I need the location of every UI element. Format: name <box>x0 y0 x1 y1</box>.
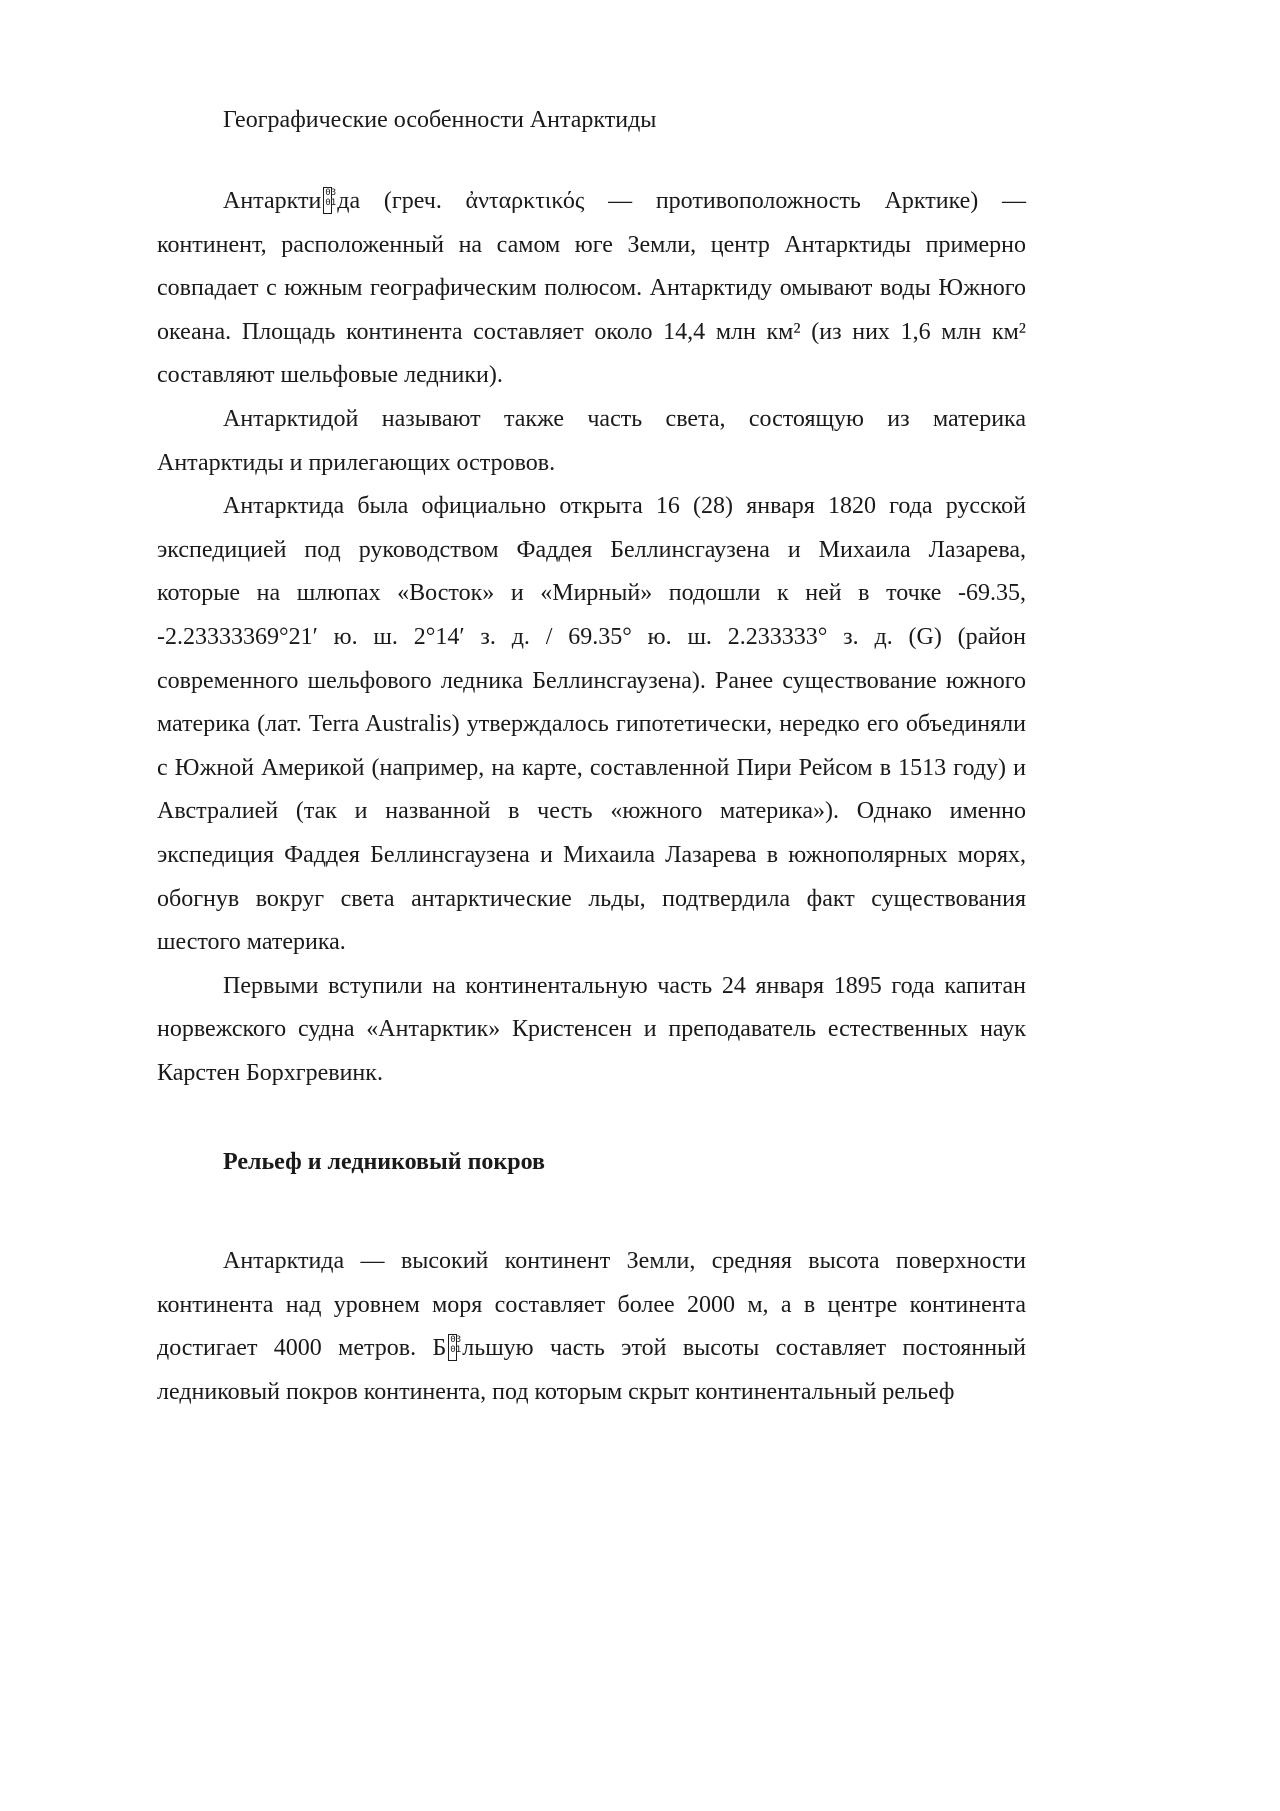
paragraph-discovery: Антарктида была официально открыта 16 (28) января 1820 года русской экспедицией под руководством Фаддея Беллинсгаузена и Михаила Лазарева, которые на шлюпах «Восток» и «Мирный» подошли к ней в точке -69.35, -2.23333369°21′ ю. ш. 2°14′ з. д. / 69.35° ю. ш. 2.233333° з. д. (G) (район современного шельфового ледника Беллинсгаузена). Ранее существование южного материка (лат. Terra Australis) утверждалось гипотетически, нередко его объединяли с Южной Америкой (например, на карте, составленной Пири Рейсом в 1513 году) и Австралией (так и названной в честь «южного материка»). Однако именно экспедиция Фаддея Беллинсгаузена и Михаила Лазарева в южнополярных морях, обогнув вокруг света антарктические льды, подтвердила факт существования шестого материка. <box>157 493 1026 956</box>
paragraph-text: льшую часть этой высоты составляет постоянный ледниковый покров континента, под которым скрыт континентальный рельеф <box>157 1335 1027 1405</box>
section-heading-relief: Рельеф и ледниковый покров <box>223 1149 545 1175</box>
relief-section <box>157 1240 1026 1414</box>
missing-glyph-icon: 03 01 <box>322 187 336 215</box>
paragraph-part-of-world: Антарктидой называют также часть света, состоящую из материка Антарктиды и прилегающих островов. <box>157 405 1026 476</box>
paragraph-text: да (греч. ἀνταρκτικός — противоположность Арктике) — континент, расположенный на самом юге Земли, центр Антарктиды примерно совпадает с южным географическим полюсом. Антарктиду омывают воды Южного океана. Площадь континента составляет около 14,4 млн км² (из них 1,6 млн км² составляют шельфовые ледники). <box>157 188 1026 389</box>
paragraph-first-landing: Первыми вступили на континентальную часть 24 января 1895 года капитан норвежского судна «Антарктик» Кристенсен и преподаватель естественных наук Карстен Борхгревинк. <box>157 972 1026 1086</box>
paragraph-text: Антарктида — высокий континент Земли, средняя высота поверхности континента над уровнем моря составляет более 2000 м, а в центре континента достигает 4000 метров. Б <box>157 1248 1026 1362</box>
intro-section <box>157 180 1026 1095</box>
page-title: Географические особенности Антарктиды <box>223 107 657 133</box>
paragraph-definition <box>157 180 1026 398</box>
paragraph-text: Антаркти <box>223 188 322 214</box>
paragraph-relief <box>157 1240 1026 1414</box>
missing-glyph-icon: 03 01 <box>447 1334 461 1362</box>
